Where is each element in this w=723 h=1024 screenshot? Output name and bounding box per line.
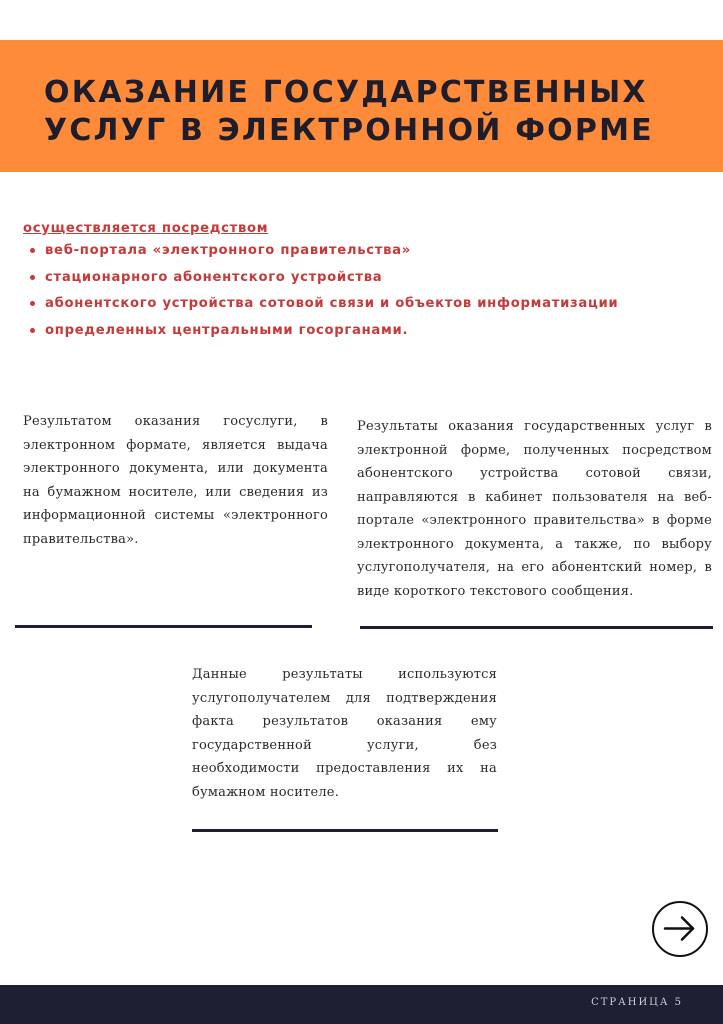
center-divider — [192, 829, 498, 832]
bullet-item — [23, 295, 693, 312]
bullet-text: стационарного абонентского устройства — [45, 269, 383, 285]
bullet-dot-icon — [30, 301, 35, 306]
left-divider — [15, 625, 312, 628]
bullet-dot-icon — [30, 328, 35, 333]
bullet-dot-icon — [30, 248, 35, 253]
bullet-item — [23, 322, 693, 339]
page-title-line-2: УСЛУГ В ЭЛЕКТРОННОЙ ФОРМЕ — [44, 113, 654, 148]
bullet-item — [23, 269, 693, 286]
center-paragraph: Данные результаты используются услугополучателем для подтверждения факта результатов оказания ему государственной услуги, без необходимости предоставления их на бумажном носителе. — [192, 667, 497, 800]
page-number: СТРАНИЦА 5 — [591, 997, 683, 1008]
arrow-right-circle-icon — [654, 903, 705, 954]
next-page-button[interactable] — [652, 901, 708, 957]
bullet-text: определенных центральными госорганами. — [45, 322, 409, 338]
bullet-text: абонентского устройства сотовой связи и объектов информатизации — [45, 296, 619, 311]
right-column-paragraph: Результаты оказания государственных услуг в электронной форме, полученных посредством абонентского устройства сотовой связи, направляются в кабинет пользователя на веб-портале «электронного правительства» в форме электронного документа, а также, по выбору услугополучателя, на его абонентский номер, в виде короткого текстового сообщения. — [357, 419, 712, 599]
footer-bar — [0, 985, 723, 1024]
right-divider — [360, 626, 713, 629]
intro-bullet-list — [23, 242, 693, 339]
page-title — [44, 74, 704, 150]
page-title-line-1: ОКАЗАНИЕ ГОСУДАРСТВЕННЫХ — [44, 75, 648, 110]
intro-lead: осуществляется посредством — [23, 221, 269, 236]
bullet-item — [23, 242, 693, 259]
bullet-dot-icon — [30, 275, 35, 280]
bullet-text: веб-портала «электронного правительства» — [45, 243, 411, 258]
left-column-paragraph: Результатом оказания госуслуги, в электронном формате, является выдача электронного документа, или документа на бумажном носителе, или сведения из информационной системы «электронного правительства». — [23, 414, 328, 547]
intro-section — [23, 220, 693, 348]
